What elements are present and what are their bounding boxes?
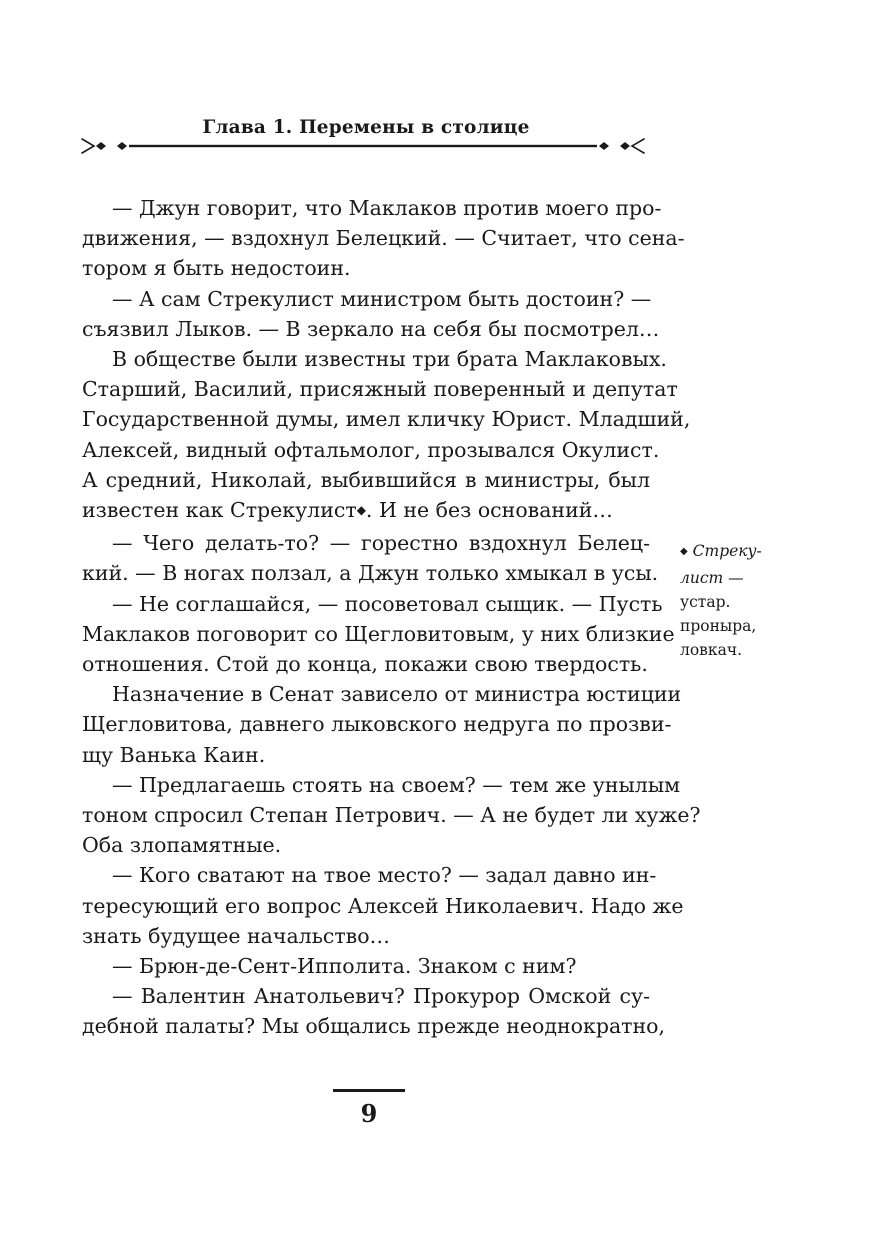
text-line: — Джун говорит, что Маклаков против моего про- — [112, 196, 662, 220]
text-line: — Не соглашайся, — посоветовал сыщик. — Пусть — [112, 591, 663, 616]
text-line: Старший, Василий, присяжный поверенный и депутат — [82, 377, 678, 402]
text-fragment: известен как Стрекулист — [82, 498, 357, 523]
margin-footnote — [680, 539, 790, 662]
footnote-dash: — — [723, 569, 744, 587]
footnote-bullet-icon: ◆ — [680, 546, 688, 557]
paragraph — [82, 284, 660, 344]
paragraph — [82, 770, 701, 861]
text-line: дебной палаты? Мы общались прежде неоднократно, — [82, 1014, 666, 1039]
paragraph — [82, 860, 684, 951]
text-line — [82, 495, 650, 528]
text-line: съязвил Лыков. — В зеркало на себя бы посмотрел… — [82, 316, 660, 341]
footnote-term-line — [680, 566, 790, 590]
text-line: Маклаков поговорит со Щегловитовым, у них близкие — [82, 621, 675, 646]
paragraph — [82, 589, 675, 680]
text-line: А средний, Николай, выбившийся в министры, был — [82, 467, 650, 492]
text-line: В обществе были известны три брата Маклаковых. — [112, 347, 667, 372]
text-line: кий. — В ногах ползал, а Джун только хмыкал в усы. — [82, 561, 659, 586]
text-line: — Брюн-де-Сент-Ипполита. Знаком с ним? — [112, 954, 577, 979]
text-line: — Предлагаешь стоять на своем? — тем же унылым — [112, 772, 681, 797]
page-number-rule — [333, 1089, 405, 1092]
footnote-definition: проныра, — [680, 617, 757, 635]
page-number: 9 — [360, 1099, 378, 1128]
text-line: отношения. Стой до конца, покажи свою твердость. — [82, 652, 648, 677]
paragraph — [82, 981, 666, 1041]
text-line: Алексей, видный офтальмолог, прозывался Окулист. — [82, 437, 660, 462]
paragraph — [82, 951, 650, 981]
text-line: тором я быть недостоин. — [82, 256, 351, 281]
footnote-definition: ловкач. — [680, 641, 743, 659]
footnote-definition: устар. — [680, 593, 731, 611]
text-line: щу Ванька Каин. — [82, 742, 266, 767]
text-line: Назначение в Сенат зависело от министра юстиции — [112, 682, 682, 707]
main-text — [82, 193, 701, 1042]
paragraph — [82, 679, 682, 770]
header-ornament-rule — [80, 135, 646, 157]
footnote-term-line — [680, 539, 790, 566]
footnote-term: Стреку- — [692, 542, 762, 560]
text-line: — А сам Стрекулист министром быть достоин? — — [112, 286, 652, 311]
text-fragment: . И не без оснований… — [365, 498, 613, 523]
paragraph — [82, 344, 691, 528]
paragraph — [82, 193, 685, 284]
text-line: тересующий его вопрос Алексей Николаевич. Надо же — [82, 893, 684, 918]
chapter-title: Глава 1. Перемены в столице — [202, 117, 530, 138]
text-line: — Чего делать-то? — горестно вздохнул Белец- — [112, 531, 650, 556]
text-line: Щегловитова, давнего лыковского недруга по прозви- — [82, 712, 672, 737]
footnote-marker-icon: ◆ — [356, 503, 366, 518]
text-line: Оба злопамятные. — [82, 833, 282, 858]
text-line: знать будущее начальство… — [82, 923, 391, 948]
text-line: Государственной думы, имел кличку Юрист. Младший, — [82, 407, 691, 432]
text-line: тоном спросил Степан Петрович. — А не будет ли хуже? — [82, 803, 701, 828]
paragraph — [82, 528, 659, 588]
text-line: движения, — вздохнул Белецкий. — Считает, что сена- — [82, 226, 685, 251]
text-line: — Валентин Анатольевич? Прокурор Омской су- — [112, 984, 650, 1009]
footnote-term: лист — [680, 569, 724, 587]
text-line: — Кого сватают на твое место? — задал давно ин- — [112, 863, 657, 888]
